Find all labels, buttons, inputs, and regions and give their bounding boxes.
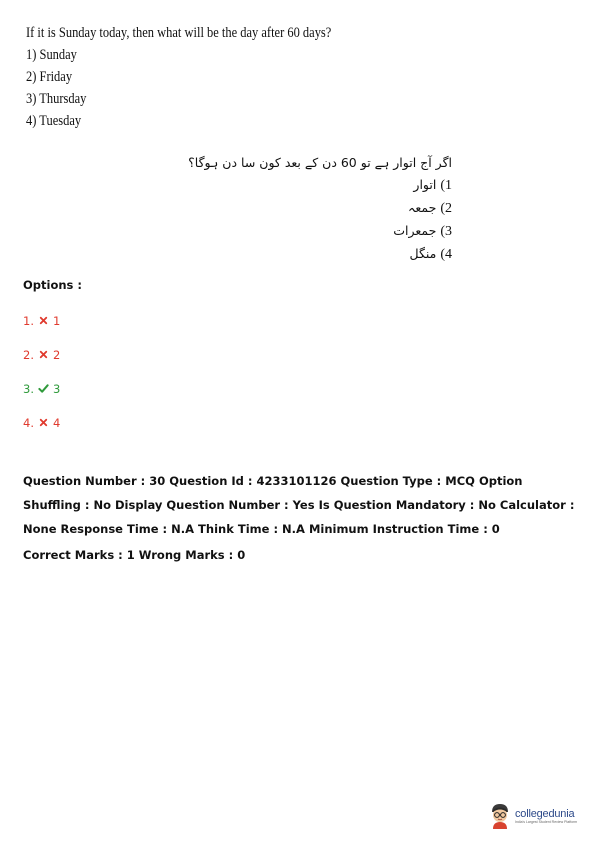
urdu-option-number: 3) (440, 224, 452, 239)
urdu-option-number: 4) (440, 247, 452, 262)
english-option-4: 4) Tuesday (26, 113, 82, 129)
urdu-option-1 (212, 174, 452, 197)
cross-icon (38, 315, 49, 326)
option-value: 3 (52, 381, 61, 396)
option-row-1 (23, 312, 60, 329)
english-question (26, 22, 331, 132)
option-value: 2 (52, 347, 61, 362)
option-number: 4. (23, 415, 34, 430)
english-question-text: If it is Sunday today, then what will be the day after 60 days? (26, 25, 332, 41)
metadata-details: Question Number : 30 Question Id : 4233101126 Question Type : MCQ Option Shuffling : No Display Question Number : Yes Is Question Mandatory : No Calculator : None Response Time : N.A Think Time : N.A Minimum Instruction Time : 0 (23, 474, 575, 536)
option-row-3 (23, 380, 60, 397)
option-row-2 (23, 346, 60, 363)
urdu-option-3 (212, 220, 452, 243)
option-value: 1 (52, 313, 61, 328)
question-metadata (23, 469, 583, 567)
urdu-option-number: 1) (440, 178, 452, 193)
option-number: 3. (23, 381, 34, 396)
urdu-option-label: جمعرات (393, 223, 437, 238)
mascot-icon (488, 802, 512, 830)
option-number: 1. (23, 313, 34, 328)
urdu-option-label: منگل (409, 246, 437, 261)
urdu-option-label: جمعہ (408, 200, 437, 215)
english-option-2: 2) Friday (26, 69, 73, 85)
options-heading: Options : (23, 278, 82, 292)
metadata-marks: Correct Marks : 1 Wrong Marks : 0 (23, 548, 246, 562)
urdu-option-label: اتوار (413, 177, 437, 192)
urdu-option-number: 2) (440, 201, 452, 216)
urdu-option-2 (212, 197, 452, 220)
urdu-option-4 (212, 243, 452, 266)
english-option-3: 3) Thursday (26, 91, 87, 107)
option-row-4 (23, 414, 60, 431)
cross-icon (38, 349, 49, 360)
options-list (23, 312, 60, 448)
urdu-question-text: اگر آج اتوار ہے تو 60 دن کے بعد کون سا دن ہوگا؟ (188, 155, 452, 170)
english-option-1: 1) Sunday (26, 47, 77, 63)
check-icon (38, 383, 49, 394)
option-value: 4 (52, 415, 61, 430)
logo-tagline: India's Largest Student Review Platform (515, 819, 578, 824)
logo-name: collegedunia (515, 807, 575, 820)
urdu-question (188, 152, 452, 266)
option-number: 2. (23, 347, 34, 362)
collegedunia-logo (488, 800, 588, 832)
cross-icon (38, 417, 49, 428)
